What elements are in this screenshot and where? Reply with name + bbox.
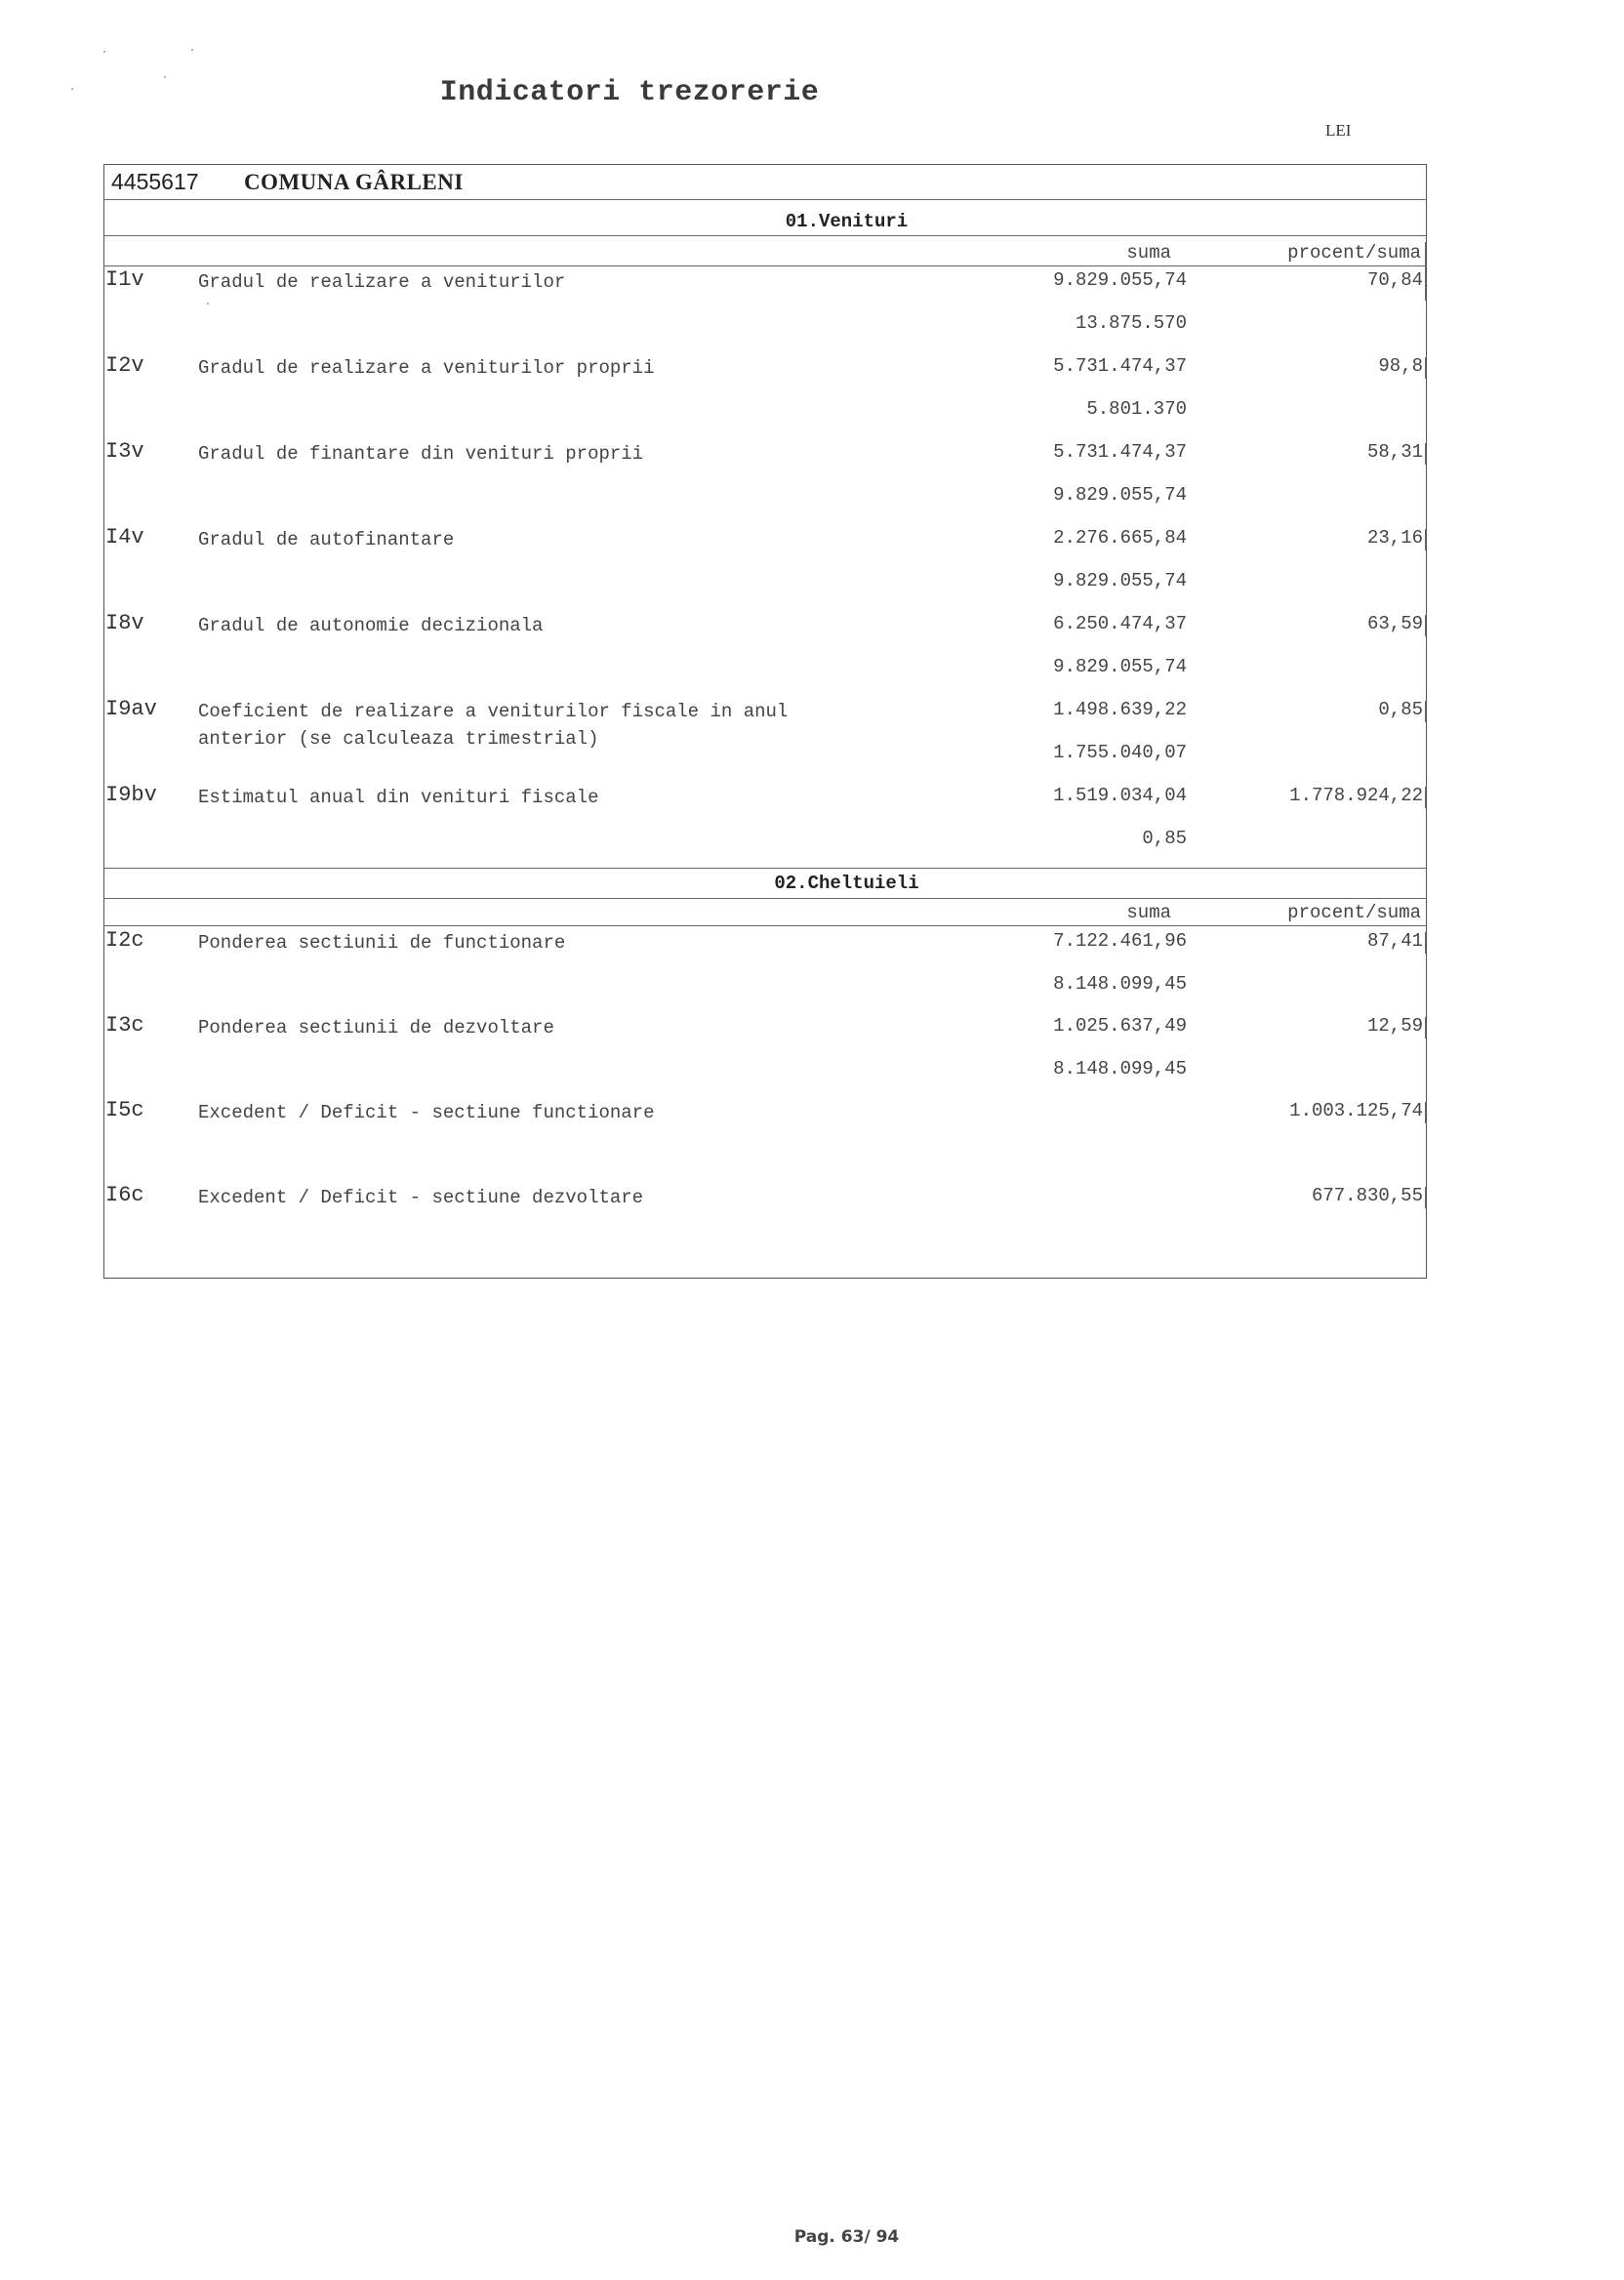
row-right-rule xyxy=(1425,1102,1426,1123)
indicator-percent: 23,16 xyxy=(1366,527,1423,549)
indicator-value-denominator: 1.755.040,07 xyxy=(1053,742,1187,763)
indicator-value-denominator: 0,85 xyxy=(1142,828,1187,849)
indicator-label: Gradul de autofinantare xyxy=(198,529,455,550)
indicator-code: I5c xyxy=(105,1098,144,1122)
scan-speck xyxy=(71,88,73,90)
indicator-code: I3v xyxy=(105,439,144,464)
section-rule xyxy=(103,235,1427,236)
currency-label: LEI xyxy=(1325,121,1352,140)
indicator-code: I1v xyxy=(105,267,144,292)
column-header-procent: procent/suma xyxy=(1287,242,1421,264)
column-header-rule xyxy=(103,265,1427,266)
indicator-percent: 98,8 xyxy=(1378,355,1423,377)
indicator-label: Ponderea sectiunii de functionare xyxy=(198,932,566,954)
indicator-percent: 63,59 xyxy=(1366,613,1423,634)
row-right-rule xyxy=(1425,529,1426,550)
row-right-rule xyxy=(1425,357,1426,379)
indicator-value-numerator: 1.498.639,22 xyxy=(1053,699,1187,720)
indicator-code: I9av xyxy=(105,697,157,721)
row-right-rule xyxy=(1425,787,1426,808)
column-header-suma: suma xyxy=(1126,242,1171,264)
indicator-label: Excedent / Deficit - sectiune functionare xyxy=(198,1102,655,1123)
scan-speck xyxy=(164,76,166,78)
indicator-code: I9bv xyxy=(105,783,157,807)
indicator-percent: 87,41 xyxy=(1366,930,1423,952)
indicator-value-numerator: 5.731.474,37 xyxy=(1053,441,1187,463)
indicator-code: I8v xyxy=(105,611,144,635)
indicator-label: Coeficient de realizare a veniturilor fiscale in anul anterior (se calculeaza trimestrial) xyxy=(198,701,789,750)
entity-header xyxy=(111,164,464,199)
row-right-rule xyxy=(1425,271,1426,293)
indicator-code: I2v xyxy=(105,353,144,378)
indicator-value-denominator: 5.801.370 xyxy=(1086,398,1187,420)
page-number: Pag. 63/ 94 xyxy=(793,2227,900,2247)
indicator-value-denominator: 8.148.099,45 xyxy=(1053,1058,1187,1079)
section-title-venituri: 01.Venituri xyxy=(785,211,909,232)
indicator-percent: 70,84 xyxy=(1366,269,1423,291)
indicator-percent: 1.003.125,74 xyxy=(1289,1100,1423,1121)
indicator-value-numerator: 6.250.474,37 xyxy=(1053,613,1187,634)
page-title: Indicatori trezorerie xyxy=(439,76,820,109)
indicator-label: Excedent / Deficit - sectiune dezvoltare xyxy=(198,1187,644,1208)
indicator-code: I3c xyxy=(105,1013,144,1038)
indicator-percent: 1.778.924,22 xyxy=(1289,785,1423,806)
row-right-rule xyxy=(1425,701,1426,722)
indicator-code: I2c xyxy=(105,928,144,953)
row-right-rule xyxy=(1425,932,1426,954)
indicator-label: Gradul de finantare din venituri proprii xyxy=(198,443,644,465)
indicator-label: Gradul de autonomie decizionala xyxy=(198,615,544,636)
indicator-label: Estimatul anual din venituri fiscale xyxy=(198,787,599,808)
indicator-percent: 12,59 xyxy=(1366,1015,1423,1037)
scan-speck xyxy=(103,51,105,53)
indicator-value-denominator: 9.829.055,74 xyxy=(1053,484,1187,506)
row-right-rule xyxy=(1425,615,1426,636)
row-right-rule xyxy=(1425,1017,1426,1038)
indicator-value-numerator: 7.122.461,96 xyxy=(1053,930,1187,952)
section-rule xyxy=(103,898,1427,899)
section-title-cheltuieli: 02.Cheltuieli xyxy=(774,873,919,894)
indicator-value-numerator: 1.025.637,49 xyxy=(1053,1015,1187,1037)
row-right-rule xyxy=(1425,443,1426,465)
row-right-rule xyxy=(1425,1187,1426,1208)
scan-speck xyxy=(191,49,193,51)
indicator-percent: 58,31 xyxy=(1366,441,1423,463)
indicator-label: Gradul de realizare a veniturilor xyxy=(198,271,566,293)
indicator-value-numerator: 5.731.474,37 xyxy=(1053,355,1187,377)
indicator-code: I4v xyxy=(105,525,144,550)
section-rule xyxy=(103,868,1427,869)
indicator-value-denominator: 8.148.099,45 xyxy=(1053,973,1187,995)
indicator-code: I6c xyxy=(105,1183,144,1207)
indicator-value-denominator: 13.875.570 xyxy=(1075,312,1187,334)
indicator-percent: 677.830,55 xyxy=(1311,1185,1423,1206)
entity-code: 4455617 xyxy=(111,169,199,194)
entity-name: COMUNA GÂRLENI xyxy=(243,170,464,194)
header-rule xyxy=(103,199,1427,200)
column-header-rule xyxy=(103,925,1427,926)
column-header-procent: procent/suma xyxy=(1287,902,1421,923)
indicator-value-denominator: 9.829.055,74 xyxy=(1053,656,1187,677)
column-header-suma: suma xyxy=(1126,902,1171,923)
indicator-value-numerator: 2.276.665,84 xyxy=(1053,527,1187,549)
indicator-percent: 0,85 xyxy=(1378,699,1423,720)
indicator-value-numerator: 1.519.034,04 xyxy=(1053,785,1187,806)
indicator-value-numerator: 9.829.055,74 xyxy=(1053,269,1187,291)
scan-speck xyxy=(207,303,209,305)
indicator-value-denominator: 9.829.055,74 xyxy=(1053,570,1187,591)
indicator-label: Gradul de realizare a veniturilor proprii xyxy=(198,357,655,379)
indicator-label: Ponderea sectiunii de dezvoltare xyxy=(198,1017,554,1038)
